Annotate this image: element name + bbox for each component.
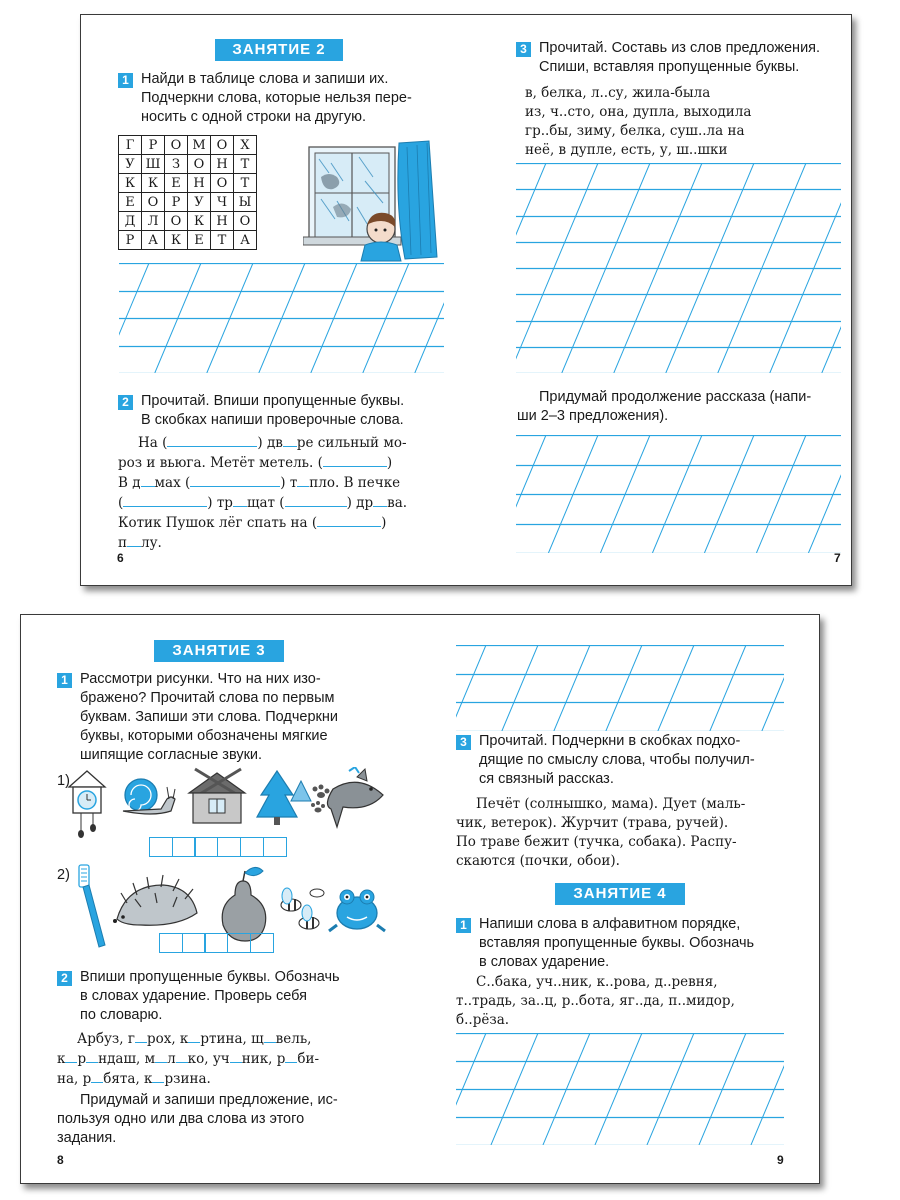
writing-lines-task3[interactable] [516,163,841,373]
grid-cell: З [165,155,188,174]
grid-row [119,193,257,212]
grid-cell: Р [119,231,142,250]
letter-gap[interactable] [141,473,155,487]
grid-cell: Е [165,174,188,193]
letter-gap[interactable] [155,1049,167,1063]
page-number: 7 [834,551,841,565]
grid-cell: Т [234,155,257,174]
letter-gap[interactable] [91,1069,103,1083]
grid-cell: Т [234,174,257,193]
grid-row [119,174,257,193]
grid-cell: Ш [142,155,165,174]
slant-guide [450,645,486,731]
grid-cell: О [142,193,165,212]
lesson-4-banner: ЗАНЯТИЕ 4 [555,883,685,905]
story-line: чик, ветерок). Журчит (трава, ручей). [456,815,729,831]
word-line: Арбуз, г рох, к ртина, щ вель, [77,1031,312,1047]
instruction-line: Подчеркни слова, которые нельзя пере- [141,90,412,106]
instruction-line: шипящие согласные звуки. [80,747,263,763]
grid-cell: М [188,136,211,155]
instruction-line: носить с одной строки на другую. [141,109,366,125]
continue-story-prompt [517,388,844,426]
grid-cell: О [165,212,188,231]
slant-guide [658,645,694,731]
page-number: 6 [117,551,124,565]
instruction-line: бражено? Прочитай слова по первым [80,690,335,706]
instruction-line: Найди в таблице слова и запиши их. [141,71,389,87]
instruction-line: пользуя одно или два слова из этого [57,1111,305,1127]
instruction-line: Рассмотри рисунки. Что на них изо- [80,671,321,687]
letter-gap[interactable] [188,1029,200,1043]
pear-icon [222,867,266,941]
grid-cell: У [188,193,211,212]
frog-icon [329,890,385,931]
instruction-line: в словах ударение. Проверь себя [80,988,307,1004]
task-number: 3 [456,735,471,750]
letter-gap[interactable] [176,1049,188,1063]
grid-row [119,155,257,174]
grid-cell: К [165,231,188,250]
writing-lines-task1[interactable] [119,263,444,373]
toothbrush-icon [79,865,105,947]
instruction-line: Напиши слова в алфавитном порядке, [479,916,741,932]
letter-gap[interactable] [135,1029,147,1043]
slant-guide [762,645,798,731]
answer-slot[interactable] [323,453,387,467]
grid-cell: К [119,174,142,193]
text-line: Котик Пушок лёг спать на ( ) [118,515,387,531]
shark-icon [327,767,383,827]
answer-slot[interactable] [285,493,347,507]
letter-gap[interactable] [373,493,387,507]
letter-gap[interactable] [297,473,309,487]
slant-guide [606,645,642,731]
task-number: 1 [57,673,72,688]
grid-cell: О [211,174,234,193]
word-line: на, р бята, к рзина. [57,1071,211,1087]
grid-cell: О [165,136,188,155]
bees-icon [281,888,324,929]
answer-boxes-row-1[interactable] [149,837,285,857]
text-line: На ( ) дв ре сильный мо- [138,435,407,451]
grid-cell: Ч [211,193,234,212]
instruction-line: буквы, которыми обозначены мягкие [80,728,328,744]
answer-slot[interactable] [123,493,207,507]
alphabet-words [456,973,801,1030]
instruction-line: по словарю. [80,1007,163,1023]
row-label: 2) [57,867,70,883]
answer-slot[interactable] [190,473,280,487]
text-line: п лу. [118,535,162,551]
text-line: В д мах ( ) т пло. В печке [118,475,401,491]
letter-gap[interactable] [65,1049,77,1063]
task-number: 2 [118,395,133,410]
word-line: б..рёза. [456,1012,510,1028]
task-4-instructions [479,915,794,972]
text-line: роз и вьюга. Метёт метель. ( ) [118,455,393,471]
grid-cell: Ы [234,193,257,212]
instruction-line: задания. [57,1130,117,1146]
letter-gap[interactable] [127,533,141,547]
grid-row [119,212,257,231]
lesson-2-banner: ЗАНЯТИЕ 2 [215,39,343,61]
grid-row [119,136,257,155]
fir-tree-icon [257,771,311,825]
grid-cell: У [119,155,142,174]
paw-prints-icon [311,785,330,813]
writing-lines-task2[interactable] [456,645,784,731]
grid-cell: К [142,174,165,193]
lesson-3-banner: ЗАНЯТИЕ 3 [154,640,284,662]
task-number: 3 [516,42,531,57]
word-line: в, белка, л..су, жила-была [525,85,711,101]
answer-boxes-row-2[interactable] [159,933,273,953]
letter-grid [118,135,257,250]
instruction-line: В скобках напиши проверочные слова. [141,412,404,428]
writing-lines-task4[interactable] [456,1033,784,1145]
instruction-line: Придумай и запиши предложение, ис- [80,1092,338,1108]
letter-gap[interactable] [152,1069,164,1083]
grid-cell: Д [119,212,142,231]
grid-cell: О [211,136,234,155]
pictures-row-1 [65,767,385,847]
bottom-spread [20,614,820,1184]
letter-gap[interactable] [86,1049,98,1063]
row-label: 1) [57,773,70,789]
instruction-line: Прочитай. Составь из слов предложения. [539,40,821,56]
scrambled-words [525,84,835,160]
top-spread [80,14,852,586]
word-line: С..бака, уч..ник, к..рова, д..ревня, [476,974,718,990]
slant-guide [554,645,590,731]
instruction-line: ся связный рассказ. [479,771,614,787]
task-2-instructions [141,392,451,430]
grid-cell: А [142,231,165,250]
instruction-line: ши 2–3 предложения). [517,408,669,424]
word-line: неё, в дупле, есть, у, ш..шки [525,142,728,158]
story-line: Печёт (солнышко, мама). Дует (маль- [476,796,746,812]
grid-cell: Н [211,155,234,174]
grid-cell: Е [188,231,211,250]
clock-icon [69,771,105,838]
grid-cell: Е [119,193,142,212]
text-line: ( ) тр щат ( ) др ва. [118,495,408,511]
task-number: 1 [456,918,471,933]
story-line: По траве бежит (тучка, собака). Распу- [456,834,737,850]
task-2-words [57,1029,397,1089]
task-number: 1 [118,73,133,88]
grid-row [119,231,257,250]
answer-slot[interactable] [167,433,257,447]
grid-cell: Н [211,212,234,231]
grid-cell: Л [142,212,165,231]
word-line: из, ч..сто, она, дупла, выходила [525,104,752,120]
word-line: т..традь, за..ц, р..бота, яг..да, п..мидор, [456,993,735,1009]
grid-cell: К [188,212,211,231]
grid-cell: Р [165,193,188,212]
grid-cell: Т [211,231,234,250]
grid-cell: О [234,212,257,231]
task-3-story [456,795,796,871]
grid-cell: А [234,231,257,250]
window-boy-illustration [303,137,441,263]
task-number: 2 [57,971,72,986]
task-2-text [118,433,448,553]
snail-icon [123,779,175,814]
hedgehog-icon [113,875,197,925]
word-line: гр..бы, зиму, белка, суш..ла на [525,123,745,139]
page-number: 8 [57,1153,64,1167]
story-line: скаются (почки, обои). [456,853,620,869]
grid-cell: Н [188,174,211,193]
grid-cell: Р [142,136,165,155]
task-3-instructions [479,732,794,789]
grid-cell: Х [234,136,257,155]
task-1-instructions [141,70,451,127]
instruction-line: Впиши пропущенные буквы. Обозначь [80,969,340,985]
page-number: 9 [777,1153,784,1167]
letter-gap[interactable] [283,433,297,447]
instruction-line: Прочитай. Подчеркни в скобках подхо- [479,733,741,749]
task-2-instructions [80,968,390,1025]
instruction-line: Спиши, вставляя пропущенные буквы. [539,59,800,75]
instruction-line: буквам. Запиши эти слова. Подчеркни [80,709,338,725]
instruction-line: в словах ударение. [479,954,610,970]
instruction-line: вставляя пропущенные буквы. Обозначь [479,935,755,951]
instruction-line: Придумай продолжение рассказа (напи- [539,389,812,405]
letter-gap[interactable] [233,493,247,507]
slant-guide [710,645,746,731]
invent-sentence-prompt [57,1091,395,1148]
letter-gap[interactable] [285,1049,297,1063]
letter-gap[interactable] [264,1029,276,1043]
grid-cell: Г [119,136,142,155]
word-line: к р ндаш, м л ко, уч ник, р би- [57,1051,320,1067]
writing-lines-continue[interactable] [516,435,841,553]
slant-guide [502,645,538,731]
task-3-instructions [539,39,839,77]
task-1-instructions [80,670,390,765]
answer-slot[interactable] [317,513,381,527]
instruction-line: Прочитай. Впиши пропущенные буквы. [141,393,405,409]
instruction-line: дящие по смыслу слова, чтобы получил- [479,752,755,768]
letter-gap[interactable] [230,1049,242,1063]
house-icon [189,769,245,823]
grid-cell: О [188,155,211,174]
